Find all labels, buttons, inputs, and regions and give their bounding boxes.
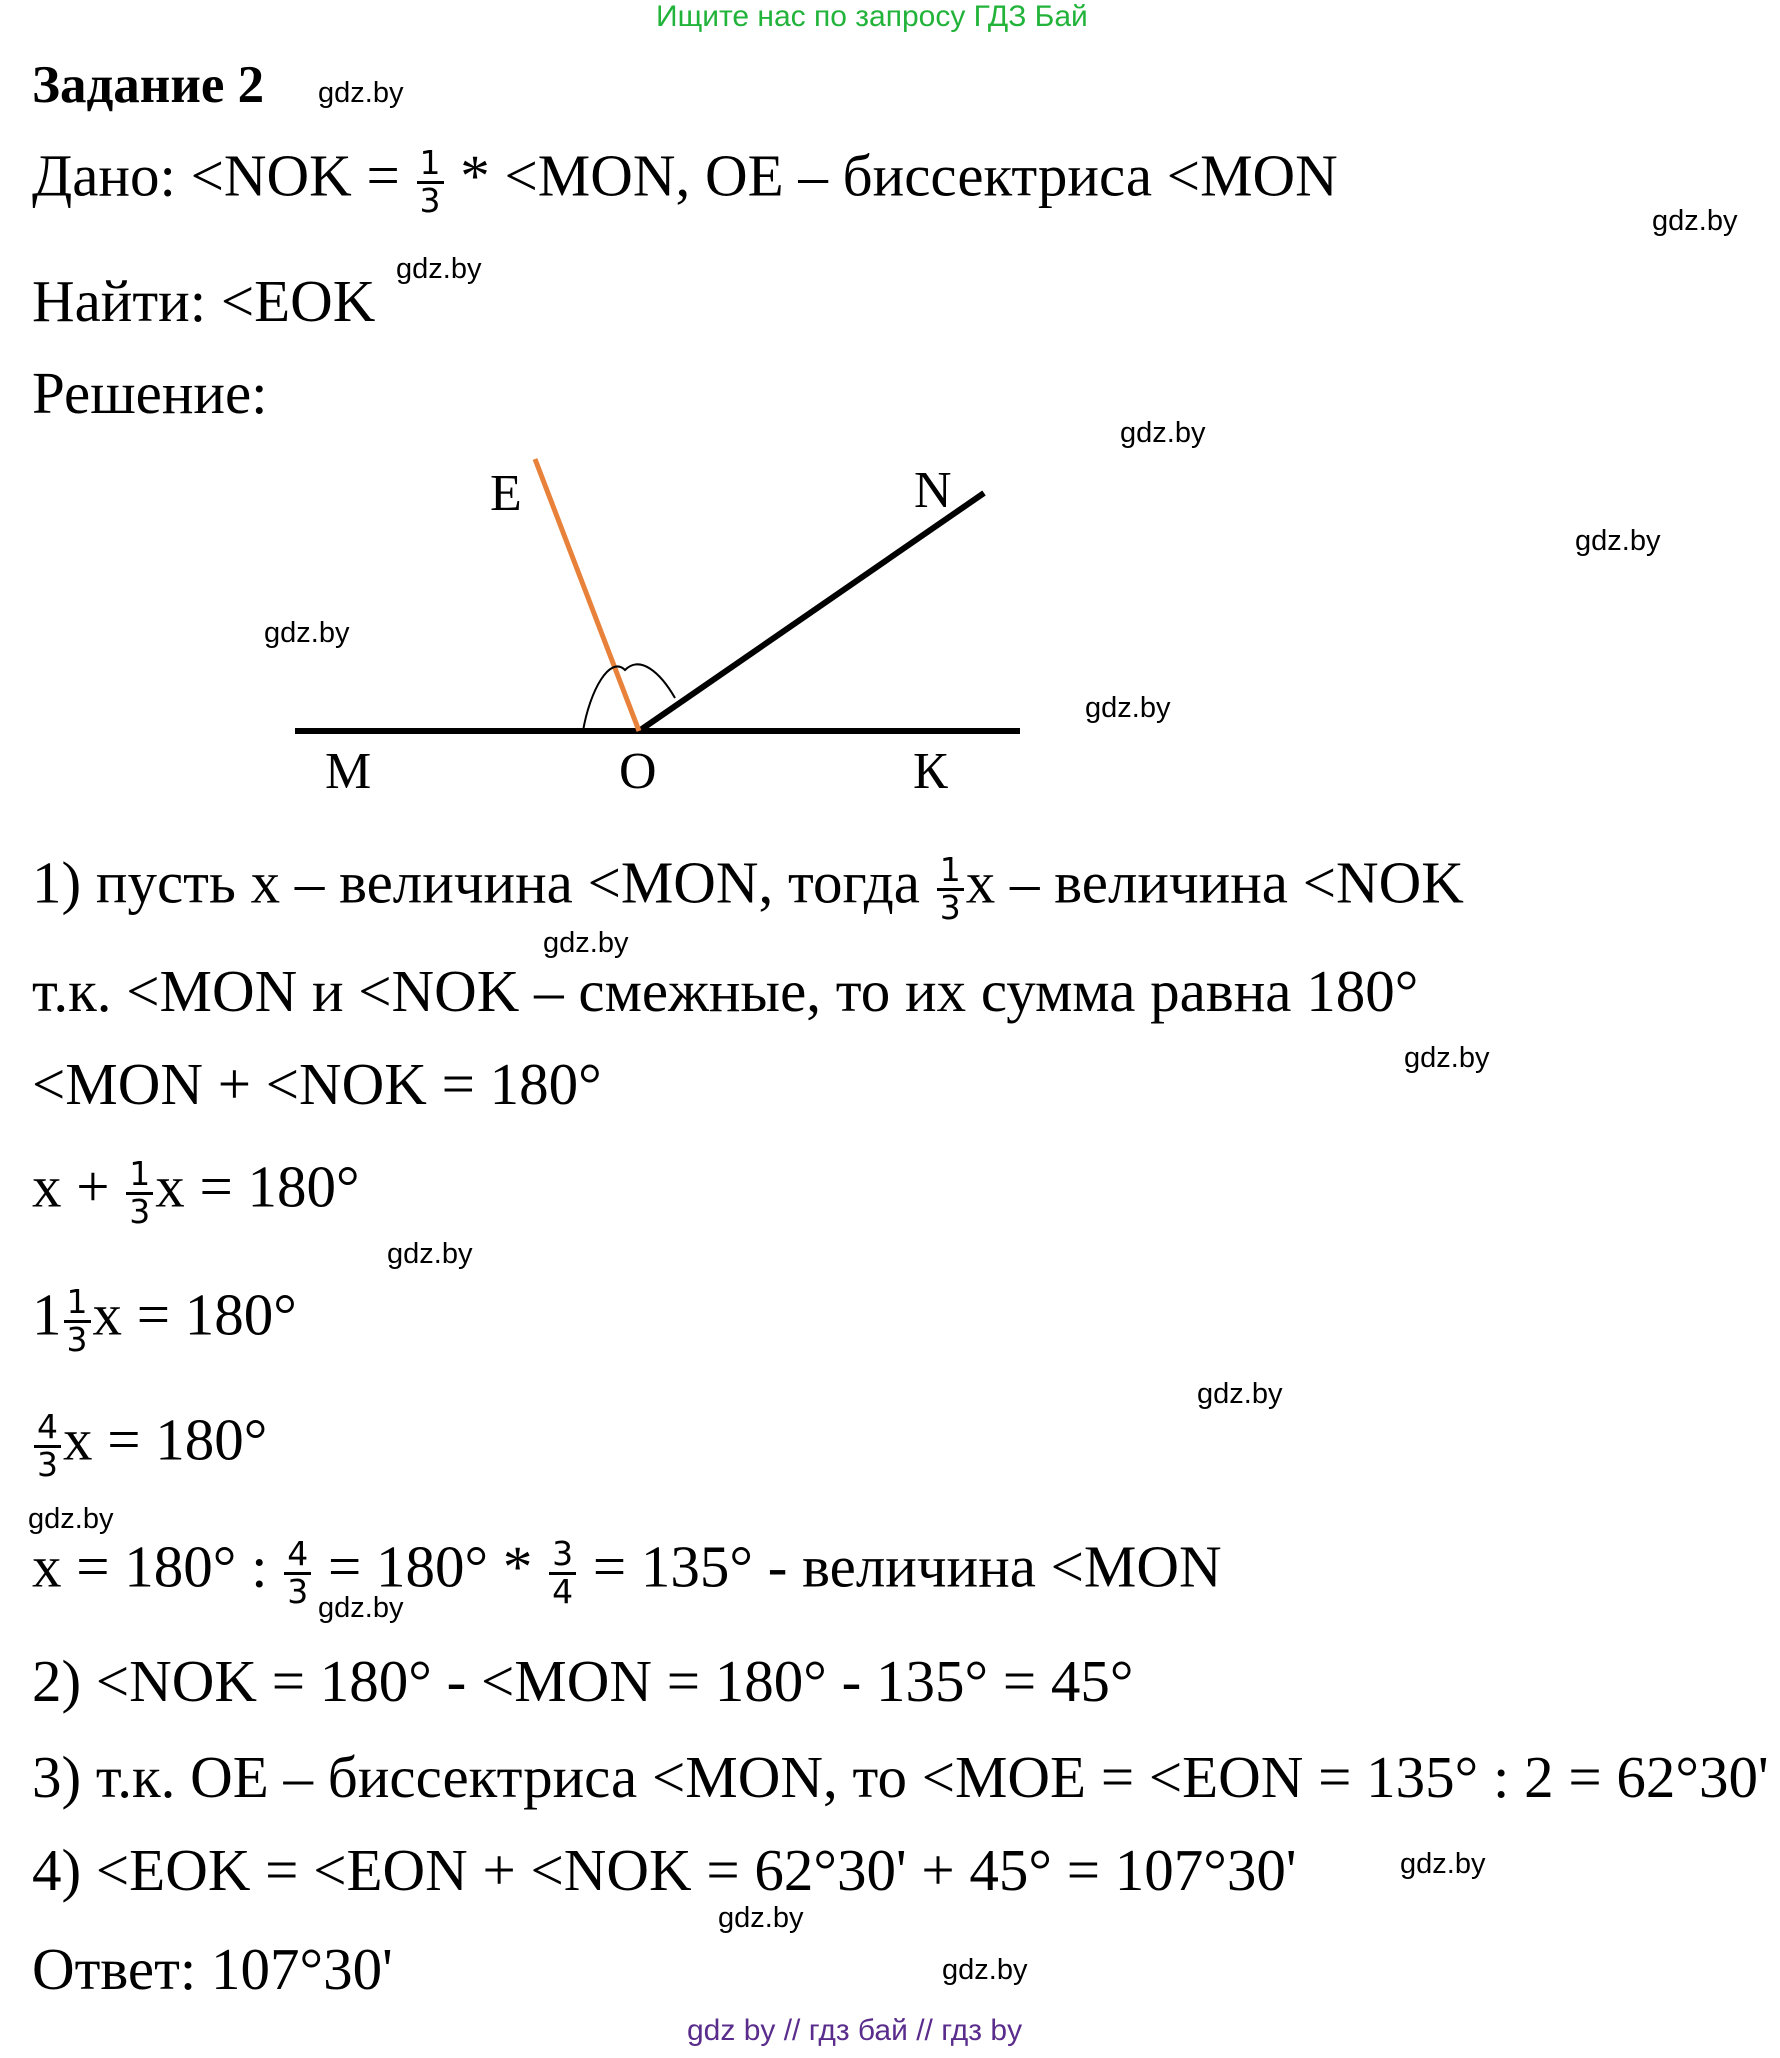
label-e: E	[490, 465, 522, 522]
watermark: gdz.by	[1197, 1378, 1283, 1410]
watermark: gdz.by	[1575, 525, 1661, 557]
step-4: x + $\frac{1}{3}$ x = 180°	[32, 1153, 360, 1231]
fraction: $\frac{3}{4}$	[549, 1537, 576, 1609]
step-6: $\frac{4}{3}$ x = 180°	[32, 1410, 267, 1482]
ray-oe-bisector	[535, 459, 639, 731]
watermark: gdz.by	[264, 617, 350, 649]
angle-arc	[583, 664, 675, 731]
watermark: gdz.by	[318, 1592, 404, 1624]
step-7: x = 180° : $\frac{4}{3}$ = 180° * $\frac{3}{4}$ = 135° - величина <MON	[32, 1533, 1222, 1611]
step-3: <MON + <NOK = 180°	[32, 1051, 602, 1117]
watermark: gdz.by	[543, 927, 629, 959]
find-line: Найти: <EOK	[32, 268, 376, 334]
label-k: К	[913, 743, 948, 800]
label-n: N	[914, 462, 952, 519]
given-prefix: Дано: <NOK =	[32, 142, 415, 209]
watermark: gdz.by	[28, 1503, 114, 1535]
bottom-banner: gdz by // гдз бай // гдз by	[687, 2014, 1023, 2047]
step-10: 4) <EOK = <EON + <NOK = 62°30' + 45° = 107°30'	[32, 1837, 1297, 1903]
watermark: gdz.by	[1120, 417, 1206, 449]
given-suffix: * <MON, OE – биссектриса <MON	[445, 142, 1338, 209]
watermark: gdz.by	[718, 1902, 804, 1934]
task-title: Задание 2	[32, 56, 265, 114]
watermark: gdz.by	[942, 1954, 1028, 1986]
step-5: 1 $\frac{1}{3}$ x = 180°	[32, 1281, 297, 1359]
solution-label: Решение:	[32, 360, 268, 426]
fraction: $\frac{1}{3}$	[937, 853, 964, 925]
fraction: $\frac{4}{3}$	[284, 1537, 311, 1609]
step-1: 1) пусть x – величина <MON, тогда $\frac{1}{3}$ x – величина <NOK	[32, 849, 1464, 927]
watermark: gdz.by	[396, 253, 482, 285]
watermark: gdz.by	[318, 77, 404, 109]
answer-line: Ответ: 107°30'	[32, 1936, 393, 2002]
watermark: gdz.by	[1652, 205, 1738, 237]
watermark: gdz.by	[1085, 692, 1171, 724]
step-2: т.к. <MON и <NOK – смежные, то их сумма равна 180°	[32, 958, 1419, 1024]
angle-diagram	[0, 430, 1100, 800]
label-o: O	[619, 743, 657, 800]
ray-on	[639, 493, 984, 731]
given-line	[32, 142, 1338, 220]
fraction: $\frac{1}{3}$	[64, 1285, 91, 1357]
top-banner: Ищите нас по запросу ГДЗ Бай	[656, 0, 1088, 33]
step-8: 2) <NOK = 180° - <MON = 180° - 135° = 45°	[32, 1648, 1134, 1714]
fraction: $\frac{4}{3}$	[34, 1410, 61, 1482]
watermark: gdz.by	[1400, 1848, 1486, 1880]
step-9: 3) т.к. OE – биссектриса <MON, то <MOE = <EON = 135° : 2 = 62°30'	[32, 1744, 1769, 1810]
fraction: $\frac{1}{3}$	[126, 1157, 153, 1229]
watermark: gdz.by	[1404, 1042, 1490, 1074]
label-m: M	[325, 743, 372, 800]
fraction-one-third: $\frac{1}{3}$	[417, 146, 444, 218]
watermark: gdz.by	[387, 1238, 473, 1270]
